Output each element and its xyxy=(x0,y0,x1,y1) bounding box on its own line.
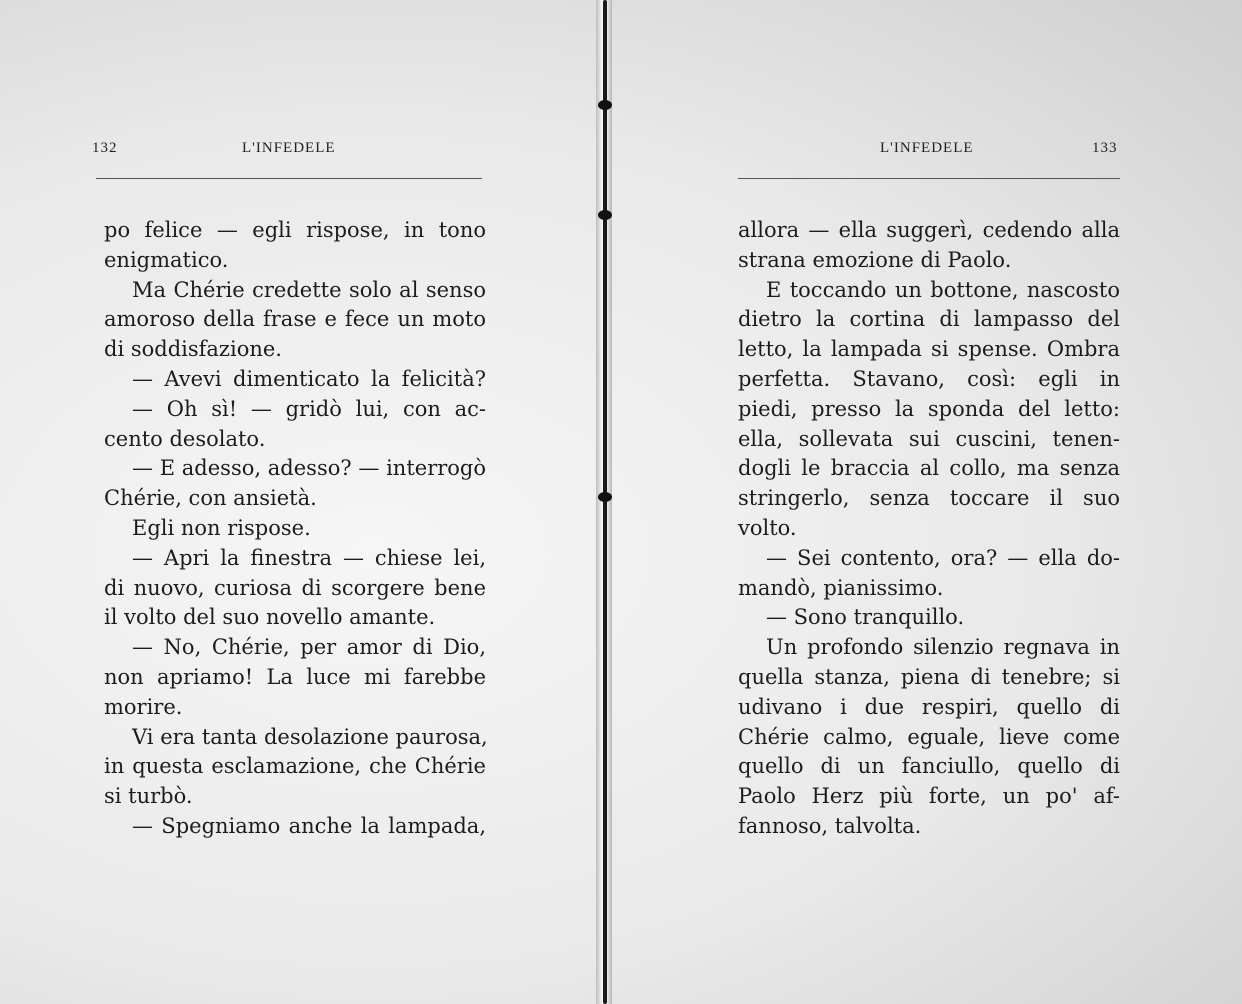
text-line: quella stanza, piena di tenebre; si xyxy=(738,664,1120,689)
text-line: dietro la cortina di lampasso del xyxy=(738,307,1120,332)
binding-knot-icon xyxy=(598,210,612,220)
text-line: letto, la lampada si spense. Ombra xyxy=(738,337,1120,362)
right-page-number: 133 xyxy=(1092,140,1118,156)
text-line: Ma Chérie credette solo al senso xyxy=(132,277,486,302)
text-line: — Apri la finestra — chiese lei, xyxy=(132,545,486,570)
left-header-rule xyxy=(96,178,482,179)
text-line: fannoso, talvolta. xyxy=(738,813,922,838)
text-line: quello di un fanciullo, quello di xyxy=(738,754,1120,779)
text-line: strana emozione di Paolo. xyxy=(738,247,1012,272)
text-line: — E adesso, adesso? — interrogò xyxy=(132,456,486,481)
text-line: — Spegniamo anche la lampada, xyxy=(132,813,486,838)
text-line: — Sono tranquillo. xyxy=(766,605,965,630)
text-line: mandò, pianissimo. xyxy=(738,575,944,600)
text-line: ella, sollevata sui cuscini, tenen- xyxy=(738,426,1120,451)
left-running-head: L'INFEDELE xyxy=(242,140,336,156)
text-line: Chérie, con ansietà. xyxy=(104,486,317,511)
left-page-text xyxy=(104,216,486,842)
text-line: — Avevi dimenticato la felicità? xyxy=(132,366,486,391)
text-line: Egli non rispose. xyxy=(132,515,311,540)
text-line: di nuovo, curiosa di scorgere bene xyxy=(104,575,486,600)
text-line: — Oh sì! — gridò lui, con ac- xyxy=(132,396,486,421)
text-line: piedi, presso la sponda del letto: xyxy=(738,396,1120,421)
text-line: — Sei contento, ora? — ella do- xyxy=(766,545,1120,570)
left-page xyxy=(0,0,600,1004)
right-header-rule xyxy=(738,178,1120,179)
text-line: — No, Chérie, per amor di Dio, xyxy=(132,635,486,660)
text-line: amoroso della frase e fece un moto xyxy=(104,307,486,332)
text-line: po felice — egli rispose, in tono xyxy=(104,218,486,242)
text-line: dogli le braccia al collo, ma senza xyxy=(738,456,1120,481)
text-line: si turbò. xyxy=(104,784,193,809)
text-line: E toccando un bottone, nascosto xyxy=(766,277,1120,302)
binding-knot-icon xyxy=(598,492,612,502)
spine-binding-thread xyxy=(603,0,607,1004)
text-line: Paolo Herz più forte, un po' af- xyxy=(738,784,1120,809)
left-page-number: 132 xyxy=(92,140,118,156)
text-line: Vi era tanta desolazione paurosa, xyxy=(132,724,488,749)
text-line: stringerlo, senza toccare il suo xyxy=(738,486,1120,511)
binding-knot-icon xyxy=(598,100,612,110)
text-line: il volto del suo novello amante. xyxy=(104,605,436,630)
text-line: in questa esclamazione, che Chérie xyxy=(104,754,486,779)
right-page-text xyxy=(738,216,1120,842)
text-line: allora — ella suggerì, cedendo alla xyxy=(738,218,1120,242)
text-line: di soddisfazione. xyxy=(104,337,282,362)
text-line: volto. xyxy=(738,515,797,540)
right-running-head: L'INFEDELE xyxy=(880,140,974,156)
text-line: perfetta. Stavano, così: egli in xyxy=(738,366,1120,391)
text-line: cento desolato. xyxy=(104,426,266,451)
text-line: udivano i due respiri, quello di xyxy=(738,694,1120,719)
right-page xyxy=(612,0,1242,1004)
text-line: non apriamo! La luce mi farebbe xyxy=(104,664,486,689)
text-line: morire. xyxy=(104,694,183,719)
text-line: enigmatico. xyxy=(104,247,229,272)
text-line: Un profondo silenzio regnava in xyxy=(766,635,1120,660)
text-line: Chérie calmo, eguale, lieve come xyxy=(738,724,1120,749)
